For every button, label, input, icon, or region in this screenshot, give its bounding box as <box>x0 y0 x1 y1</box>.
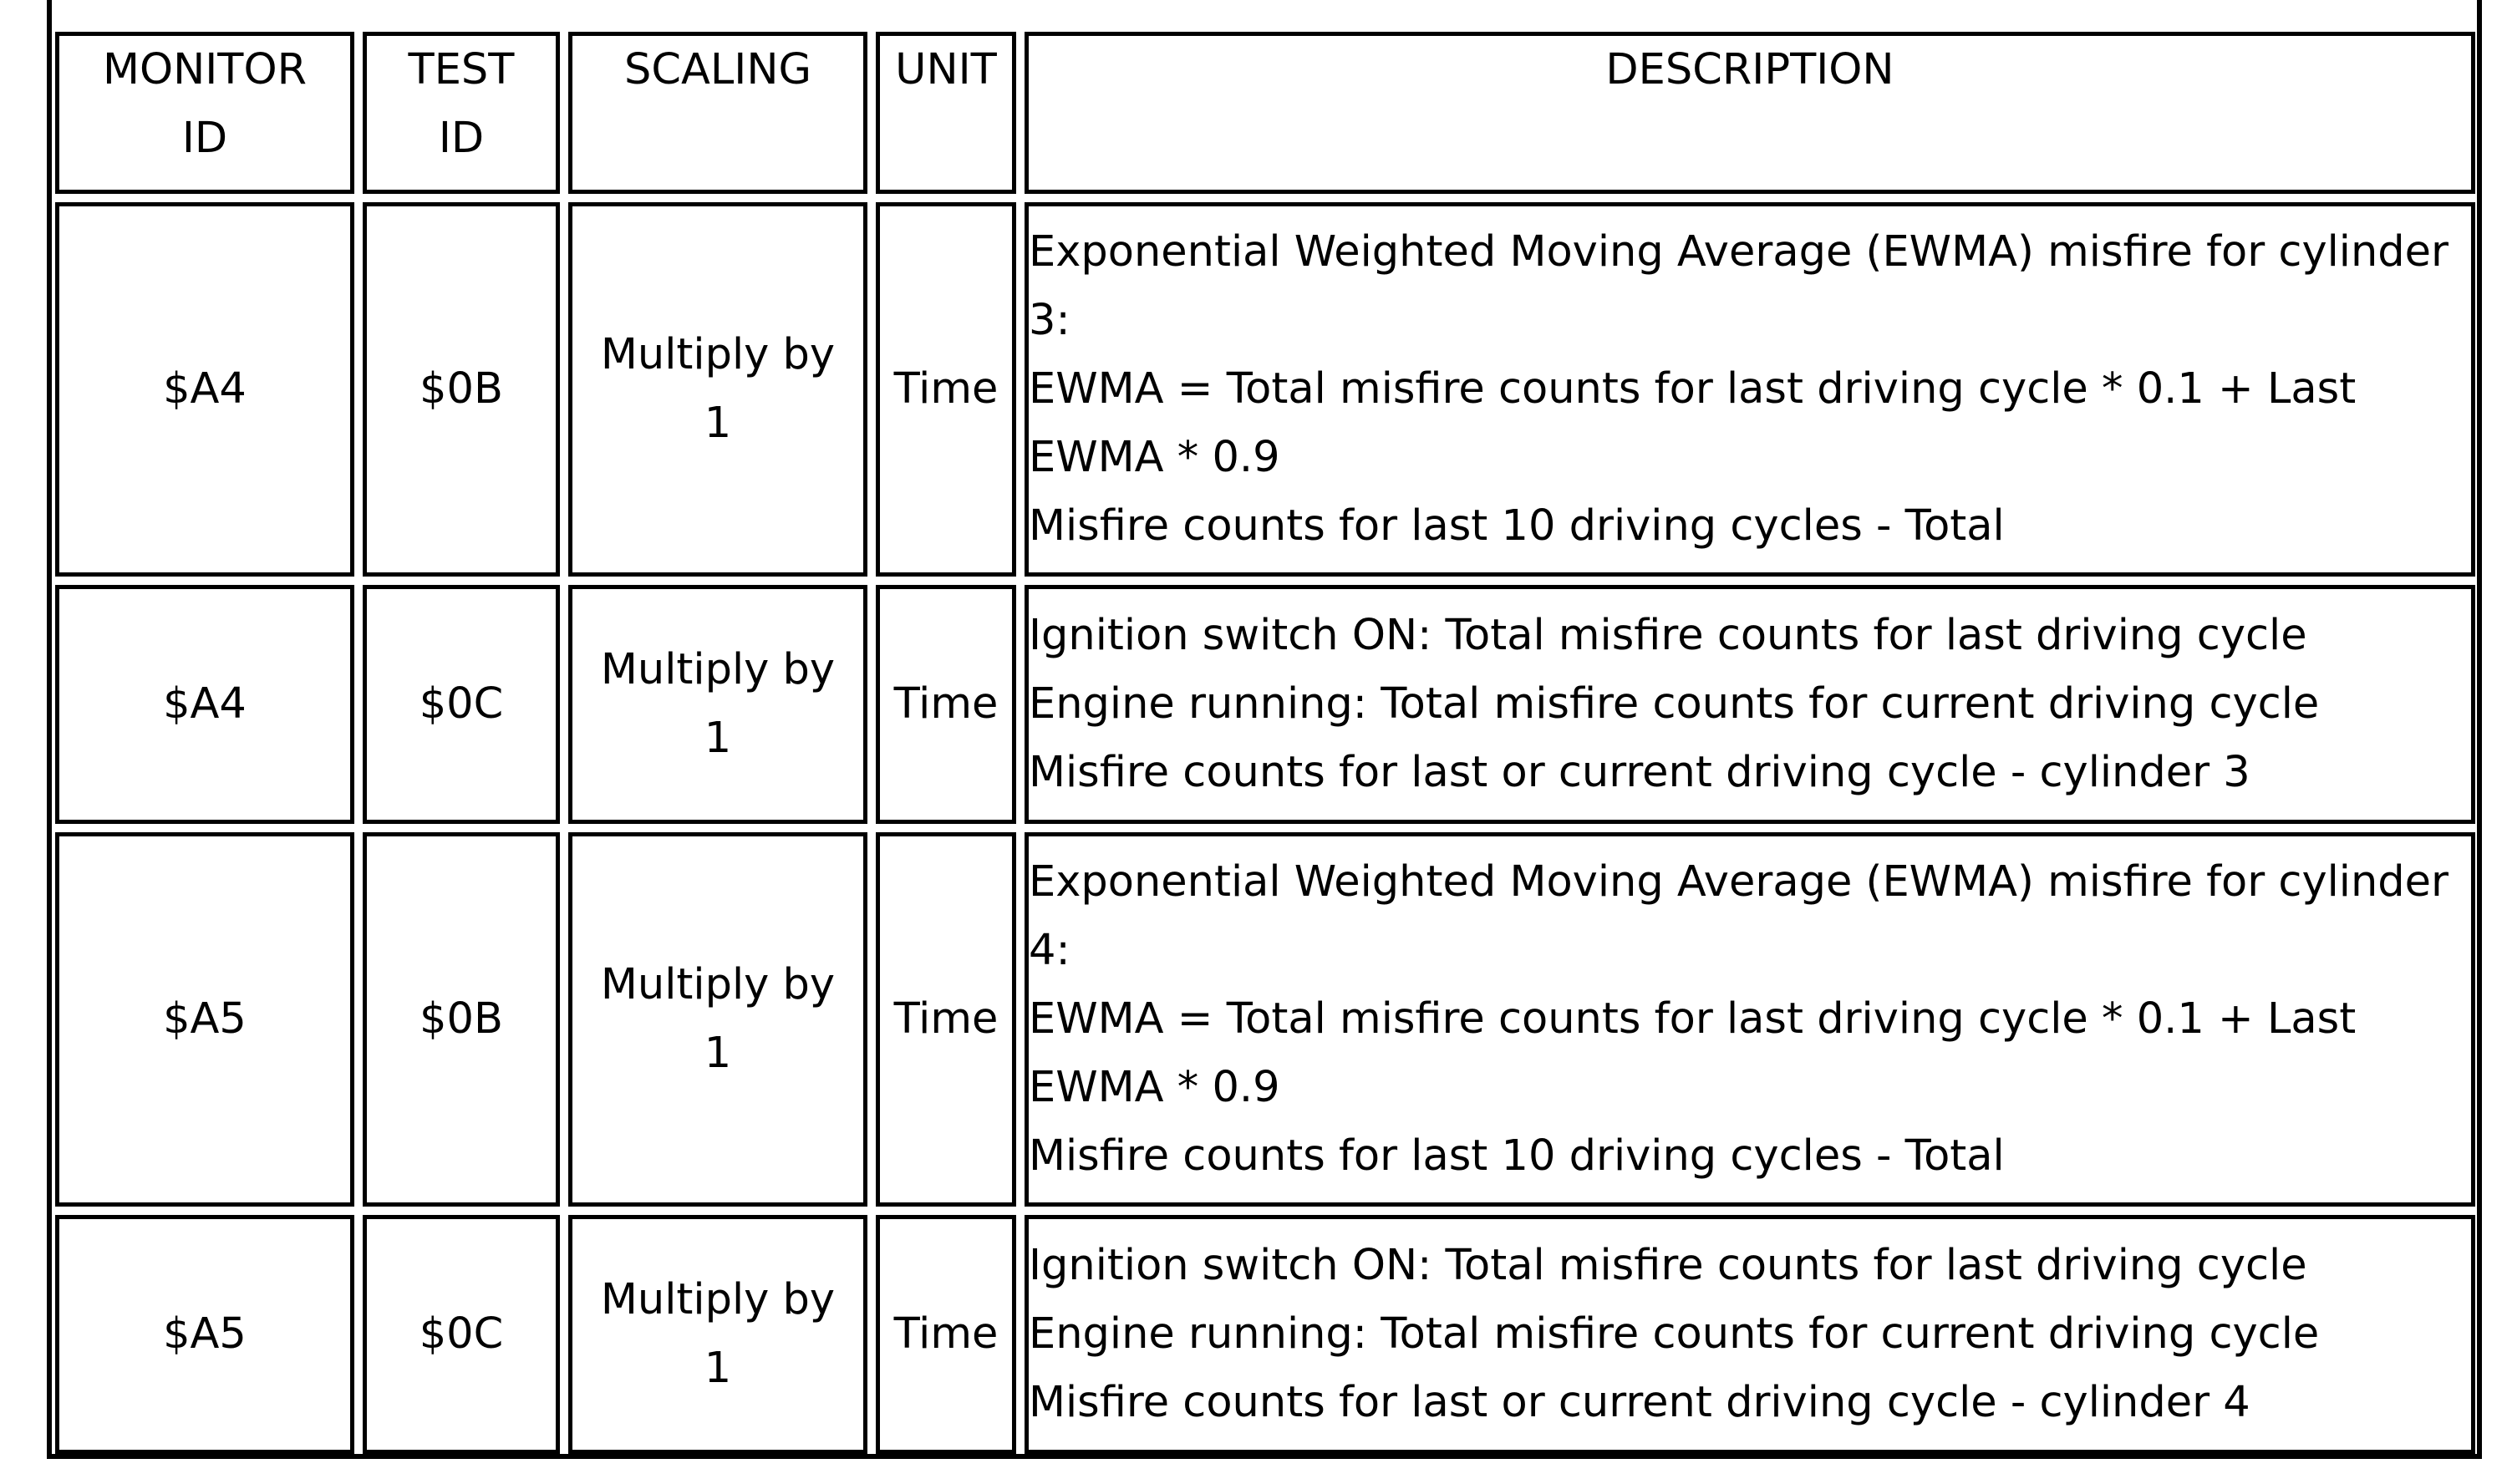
cell-description <box>1025 1215 2475 1454</box>
description-line: Misfire counts for last or current driving cycle - cylinder 3 <box>1029 748 2250 797</box>
header-test-id: TEST ID <box>363 32 560 194</box>
cell-monitor-id: $A4 <box>55 202 354 577</box>
header-description: DESCRIPTION <box>1025 32 2475 194</box>
cell-test-id: $0C <box>363 1215 560 1454</box>
description-line: Misfire counts for last 10 driving cycles - Total <box>1029 501 2005 551</box>
cell-unit: Time <box>876 585 1016 824</box>
header-scaling: SCALING <box>568 32 867 194</box>
cell-description <box>1025 202 2475 577</box>
description-line: Exponential Weighted Moving Average (EWMA) misfire for cylinder 3: <box>1029 227 2449 345</box>
monitor-test-table <box>47 23 2484 1462</box>
description-line: Ignition switch ON: Total misfire counts for last driving cycle <box>1029 1241 2307 1290</box>
table-row <box>55 1215 2475 1454</box>
description-line: Exponential Weighted Moving Average (EWMA) misfire for cylinder 4: <box>1029 857 2449 975</box>
table-row <box>55 832 2475 1207</box>
cell-test-id: $0B <box>363 832 560 1207</box>
cell-test-id: $0B <box>363 202 560 577</box>
table-row <box>55 585 2475 824</box>
description-line: Misfire counts for last or current driving cycle - cylinder 4 <box>1029 1378 2250 1427</box>
cell-test-id: $0C <box>363 585 560 824</box>
cell-description <box>1025 832 2475 1207</box>
cell-description <box>1025 585 2475 824</box>
header-monitor-id: MONITOR ID <box>55 32 354 194</box>
cell-scaling: Multiply by 1 <box>568 585 867 824</box>
description-line: Misfire counts for last 10 driving cycles - Total <box>1029 1131 2005 1181</box>
cell-monitor-id: $A5 <box>55 1215 354 1454</box>
table-header-row <box>55 32 2475 194</box>
cell-scaling: Multiply by 1 <box>568 202 867 577</box>
description-line: EWMA = Total misfire counts for last driving cycle * 0.1 + Last EWMA * 0.9 <box>1029 994 2357 1112</box>
cell-unit: Time <box>876 832 1016 1207</box>
header-unit: UNIT <box>876 32 1016 194</box>
cell-scaling: Multiply by 1 <box>568 1215 867 1454</box>
table-row <box>55 202 2475 577</box>
description-line: Engine running: Total misfire counts for current driving cycle <box>1029 679 2320 729</box>
description-line: EWMA = Total misfire counts for last driving cycle * 0.1 + Last EWMA * 0.9 <box>1029 364 2357 482</box>
cell-monitor-id: $A5 <box>55 832 354 1207</box>
cell-monitor-id: $A4 <box>55 585 354 824</box>
cell-unit: Time <box>876 202 1016 577</box>
description-line: Ignition switch ON: Total misfire counts for last driving cycle <box>1029 611 2307 660</box>
description-line: Engine running: Total misfire counts for current driving cycle <box>1029 1309 2320 1359</box>
cell-scaling: Multiply by 1 <box>568 832 867 1207</box>
cell-unit: Time <box>876 1215 1016 1454</box>
